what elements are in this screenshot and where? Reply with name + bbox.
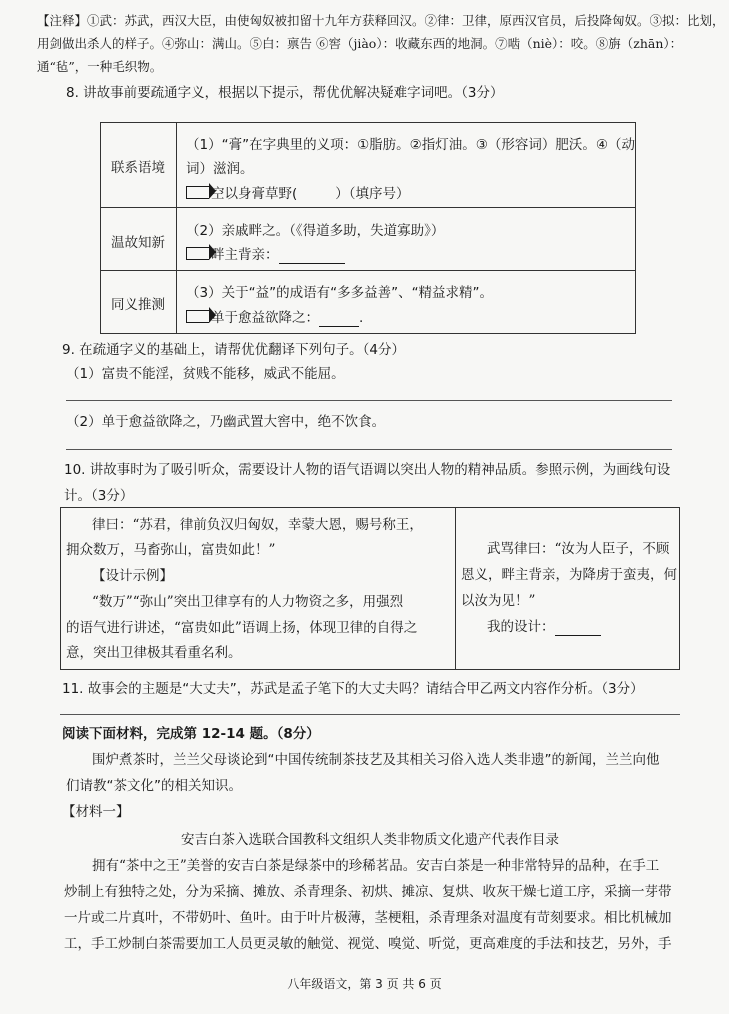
material-p2: 炒制上有独特之处，分为采摘、摊放、杀青理条、初烘、摊凉、复烘、收灰干燥七道工序，采摘一芽带 <box>64 884 672 900</box>
q8-row3-label: 同义推测 <box>111 297 165 313</box>
q9-stem: 9. 在疏通字义的基础上，请帮优优翻译下列句子。（4分） <box>62 342 406 358</box>
q10-my-design-label: 我的设计： <box>487 619 555 635</box>
q10-right-line-2: 恩义，畔主背亲，为降虏于蛮夷，何 <box>461 567 677 583</box>
q9-sentence-1: （1）富贵不能淫，贫贱不能移，威武不能屈。 <box>66 366 345 382</box>
q10-right-line-3: 以汝为见！” <box>461 593 536 609</box>
q10-left-line-4: “数万”“弥山”突出卫律享有的人力物资之多，用强烈 <box>92 594 404 610</box>
arrow-icon <box>186 310 209 323</box>
q8-row2-answer <box>186 246 345 264</box>
q8-row1-text2: 词）滋润。 <box>186 161 254 177</box>
q10-left-line-3: 【设计示例】 <box>92 568 173 584</box>
q10-left-line-1: 律曰：“苏君，律前负汉归匈奴，幸蒙大恩，赐号称王， <box>92 517 423 533</box>
q10-right-line-4 <box>487 618 601 636</box>
material-title: 安吉白茶入选联合国教科文组织人类非物质文化遗产代表作目录 <box>181 832 559 848</box>
note-line-2: 用剑做出杀人的样子。④弥山：满山。⑤白：禀告 ⑥窖（jiào）：收藏东西的地洞。⑦啮（niè）：咬。⑧旃（zhān）： <box>37 36 683 51</box>
q8-row3-text1: （3）关于“益”的成语有“多多益善”、“精益求精”。 <box>186 285 494 301</box>
q10-stem-1: 10. 讲故事时为了吸引听众，需要设计人物的语气语调以突出人物的精神品质。参照示例，为画线句设 <box>64 462 671 478</box>
q10-left-line-5: 的语气进行讲述，“富贵如此”语调上扬，体现卫律的自得之 <box>66 620 418 636</box>
reading-heading: 阅读下面材料，完成第 12-14 题。（8分） <box>62 726 320 742</box>
q8-row1-text1: （1）“膏”在字典里的义项：①脂肪。②指灯油。③（形容词）肥沃。④（动 <box>186 137 635 153</box>
page-footer: 八年级语文，第 3 页 共 6 页 <box>287 977 442 991</box>
material-label: 【材料一】 <box>62 804 130 820</box>
q11-answer-line[interactable] <box>60 714 680 715</box>
q8-stem: 8. 讲故事前要疏通字义，根据以下提示，帮优优解决疑难字词吧。（3分） <box>66 85 504 101</box>
q8-row1-answer-suffix: ）（填序号） <box>335 186 410 202</box>
q10-left-line-2: 拥众数万，马畜弥山，富贵如此！” <box>66 542 276 558</box>
q10-stem-2: 计。（3分） <box>64 488 134 504</box>
note-line-1: 【注释】①武：苏武，西汉大臣，由使匈奴被扣留十九年方获释回汉。②律：卫律，原西汉官员，后投降匈奴。③拟：比划， <box>37 13 725 28</box>
q10-right-line-1: 武骂律曰：“汝为人臣子，不顾 <box>487 541 670 557</box>
q9-sentence-2: （2）单于愈益欲降之，乃幽武置大窖中，绝不饮食。 <box>66 414 386 430</box>
q9-answer-line-1[interactable] <box>66 400 672 401</box>
reading-intro-1: 围炉煮茶时，兰兰父母谈论到“中国传统制茶技艺及其相关习俗入选人类非遗”的新闻，兰兰向他 <box>92 752 660 768</box>
arrow-icon <box>186 186 209 199</box>
q8-row2-text1: （2）亲戚畔之。（《得道多助，失道寡助》） <box>186 223 445 239</box>
reading-intro-2: 们请教“茶文化”的相关知识。 <box>66 778 242 794</box>
q8-row3-blank[interactable] <box>319 312 359 327</box>
q11-stem: 11. 故事会的主题是“大丈夫”，苏武是孟子笔下的大丈夫吗？请结合甲乙两文内容作分析。（3分） <box>62 681 644 697</box>
material-p3: 一片或二片真叶，不带奶叶、鱼叶。由于叶片极薄，茎梗粗，杀青理条对温度有苛刻要求。相比机械加 <box>64 910 672 926</box>
q10-left-line-6: 意，突出卫律极其看重名利。 <box>66 645 242 661</box>
q8-row1-label: 联系语境 <box>111 160 165 176</box>
q8-row1-answer <box>186 185 410 203</box>
q8-row3-answer-prefix: 单于愈益欲降之： <box>211 310 319 326</box>
material-p4: 工，手工炒制白茶需要加工人员更灵敏的触觉、视觉、嗅觉、听觉，更高难度的手法和技艺，另外，手 <box>64 936 672 952</box>
material-p1: 拥有“茶中之王”美誉的安吉白茶是绿茶中的珍稀茗品。安吉白茶是一种非常特异的品种，在手工 <box>92 858 660 874</box>
q8-row2-answer-prefix: 畔主背亲： <box>211 247 279 263</box>
note-line-3: 通“毡”，一种毛织物。 <box>37 59 163 74</box>
q9-answer-line-2[interactable] <box>66 449 672 450</box>
q10-my-design-blank[interactable] <box>555 621 601 636</box>
q8-row3-answer <box>186 309 363 327</box>
q8-row3-answer-suffix: . <box>359 310 364 326</box>
arrow-icon <box>186 247 209 260</box>
q8-row1-blank[interactable] <box>297 189 335 203</box>
q8-row2-label: 温故知新 <box>111 235 165 251</box>
q8-row2-blank[interactable] <box>279 249 345 264</box>
q8-row1-answer-prefix: 空以身膏草野( <box>211 186 298 202</box>
